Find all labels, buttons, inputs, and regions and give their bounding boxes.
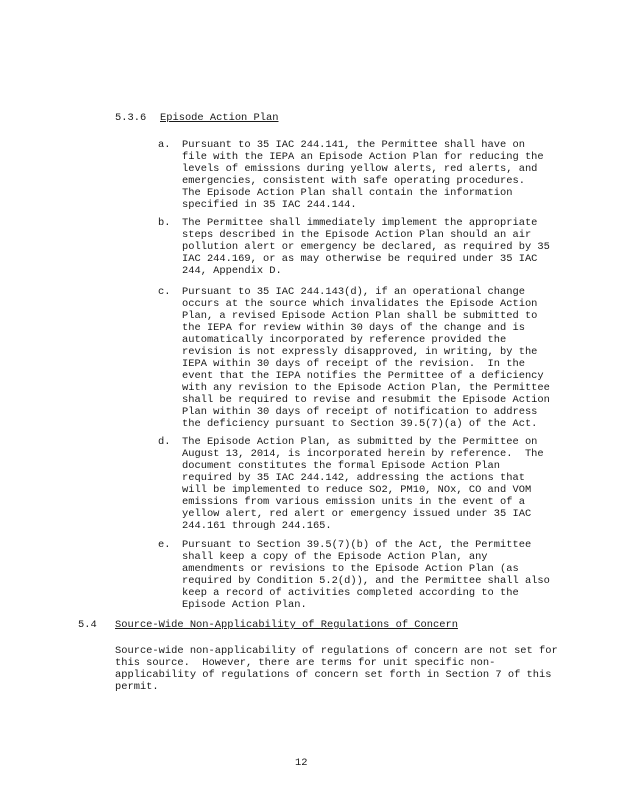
- item-c-text: [182, 286, 550, 430]
- item-a-line: The Episode Action Plan shall contain the information: [182, 187, 513, 199]
- item-e-label: e.: [158, 539, 171, 551]
- item-b-line: steps described in the Episode Action Plan should an air: [182, 229, 532, 241]
- item-a-line: emergencies, consistent with safe operating procedures.: [182, 175, 525, 187]
- item-c-line: IEPA within 30 days of receipt of the revision. In the: [182, 358, 525, 370]
- item-b-label: b.: [158, 217, 171, 229]
- item-a-line: specified in 35 IAC 244.144.: [182, 199, 357, 211]
- item-e-line: keep a record of activities completed according to the: [182, 587, 519, 599]
- item-c-line: revision is not expressly disapproved, in writing, by the: [182, 346, 538, 358]
- item-d-line: The Episode Action Plan, as submitted by the Permittee on: [182, 436, 538, 448]
- section-54-body: [115, 645, 558, 693]
- item-d-line: emissions from various emission units in the event of a: [182, 496, 525, 508]
- item-c-line: occurs at the source which invalidates the Episode Action: [182, 298, 538, 310]
- item-b-line: The Permittee shall immediately implement the appropriate: [182, 217, 538, 229]
- item-e-line: shall keep a copy of the Episode Action Plan, any: [182, 551, 488, 563]
- item-c-line: the deficiency pursuant to Section 39.5(7)(a) of the Act.: [182, 418, 538, 430]
- section-54-number: 5.4: [78, 619, 97, 631]
- item-d-line: required by 35 IAC 244.142, addressing the actions that: [182, 472, 525, 484]
- item-a-line: levels of emissions during yellow alerts, red alerts, and: [182, 163, 538, 175]
- item-c-line: shall be required to revise and resubmit the Episode Action: [182, 394, 550, 406]
- item-d-line: yellow alert, red alert or emergency issued under 35 IAC: [182, 508, 532, 520]
- section-54-line: Source-wide non-applicability of regulations of concern are not set for: [115, 645, 558, 657]
- item-b-line: 244, Appendix D.: [182, 265, 282, 277]
- item-e-line: Pursuant to Section 39.5(7)(b) of the Act, the Permittee: [182, 539, 532, 551]
- item-c-line: Pursuant to 35 IAC 244.143(d), if an operational change: [182, 286, 525, 298]
- section-536-title: Episode Action Plan: [160, 112, 279, 124]
- item-a-text: [182, 139, 544, 211]
- item-b-text: [182, 217, 550, 277]
- item-c-label: c.: [158, 286, 171, 298]
- item-d-text: [182, 436, 544, 532]
- item-c-line: with any revision to the Episode Action Plan, the Permittee: [182, 382, 550, 394]
- section-54-line: permit.: [115, 681, 159, 693]
- item-c-line: Plan, a revised Episode Action Plan shall be submitted to: [182, 310, 538, 322]
- section-54-line: this source. However, there are terms for unit specific non-: [115, 657, 496, 669]
- section-536-number: 5.3.6: [115, 112, 147, 124]
- item-a-line: Pursuant to 35 IAC 244.141, the Permittee shall have on: [182, 139, 525, 151]
- item-c-line: the IEPA for review within 30 days of the change and is: [182, 322, 525, 334]
- item-e-text: [182, 539, 550, 611]
- item-d-line: document constitutes the formal Episode Action Plan: [182, 460, 501, 472]
- page-number: 12: [295, 757, 308, 769]
- item-e-line: amendments or revisions to the Episode Action Plan (as: [182, 563, 519, 575]
- item-e-line: required by Condition 5.2(d)), and the Permittee shall also: [182, 575, 550, 587]
- item-b-line: IAC 244.169, or as may otherwise be required under 35 IAC: [182, 253, 538, 265]
- item-d-line: 244.161 through 244.165.: [182, 520, 332, 532]
- item-e-line: Episode Action Plan.: [182, 599, 307, 611]
- item-c-line: Plan within 30 days of receipt of notification to address: [182, 406, 538, 418]
- item-d-line: will be implemented to reduce SO2, PM10, NOx, CO and VOM: [182, 484, 532, 496]
- section-54-line: applicability of regulations of concern set forth in Section 7 of this: [115, 669, 552, 681]
- item-d-label: d.: [158, 436, 171, 448]
- item-b-line: pollution alert or emergency be declared, as required by 35: [182, 241, 550, 253]
- item-a-line: file with the IEPA an Episode Action Plan for reducing the: [182, 151, 544, 163]
- item-a-label: a.: [158, 139, 171, 151]
- item-d-line: August 13, 2014, is incorporated herein by reference. The: [182, 448, 544, 460]
- section-54-title: Source-Wide Non-Applicability of Regulations of Concern: [115, 619, 458, 631]
- item-c-line: automatically incorporated by reference provided the: [182, 334, 507, 346]
- item-c-line: event that the IEPA notifies the Permittee of a deficiency: [182, 370, 544, 382]
